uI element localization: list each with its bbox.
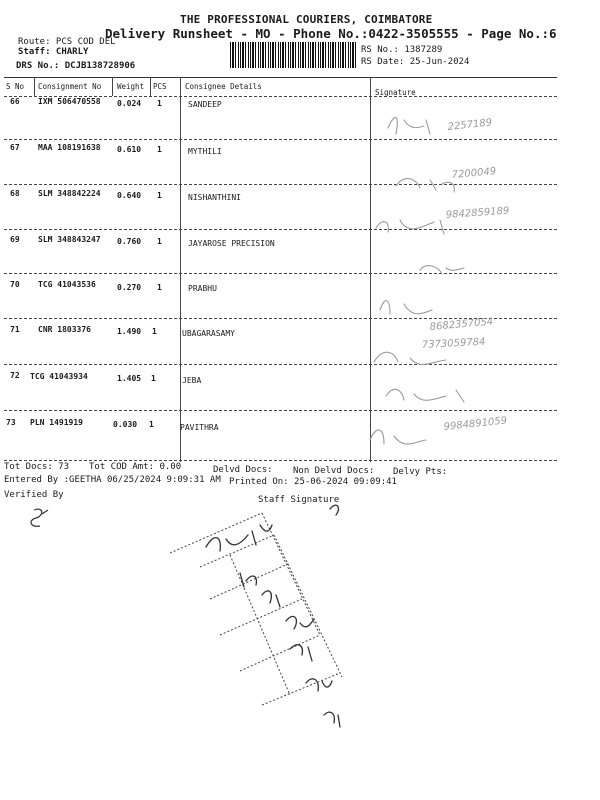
row-weight: 0.024: [117, 99, 142, 108]
staff-signature-lines: [230, 513, 342, 695]
signature-mark: [396, 179, 454, 192]
staff-label: Staff: CHARLY: [18, 47, 89, 57]
row-consignee: JAYAROSE PRECISION: [188, 239, 275, 248]
staff-signature-label: Staff Signature: [258, 495, 340, 505]
row-weight: 1.405: [117, 374, 142, 383]
row-consignment: SLM 348843247: [38, 235, 101, 244]
column-header-signature: Signature: [375, 88, 416, 97]
row-sno: 71: [10, 325, 20, 334]
row-consignment: PLN 1491919: [30, 418, 83, 427]
signature-phone: 8682357054: [429, 316, 494, 333]
signature-mark: [376, 220, 444, 234]
signature-mark: [324, 712, 340, 727]
verified-by-label: Verified By: [4, 490, 64, 500]
row-weight: 0.640: [117, 191, 142, 200]
signature-mark: [262, 591, 280, 607]
row-consignment: TCG 41043536: [38, 280, 96, 289]
row-pcs: 1: [157, 283, 162, 292]
signature-phone: 9984891059: [443, 415, 508, 433]
row-consignee: PRABHU: [188, 284, 217, 293]
column-header-weight: Weight: [117, 82, 145, 91]
table-top-border: [4, 77, 557, 78]
verified-by-signature: [20, 502, 60, 532]
table-bottom-border: [4, 460, 557, 461]
signature-phone: 9842859189: [445, 205, 510, 221]
col-divider: [150, 77, 151, 96]
row-consignee: MYTHILI: [188, 147, 222, 156]
signature-mark: [206, 525, 272, 551]
row-consignee: JEBA: [182, 376, 202, 385]
signature-mark: [306, 679, 332, 691]
row-sno: 73: [6, 418, 16, 427]
signature-mark: [330, 505, 338, 515]
signature-mark: [380, 301, 432, 314]
route-label: Route: PCS COD DEL: [18, 37, 116, 47]
total-docs: Tot Docs: 73: [4, 462, 70, 472]
rs-number: RS No.: 1387289: [361, 45, 443, 55]
row-consignee: SANDEEP: [188, 100, 222, 109]
staff-signature-area: [170, 495, 370, 745]
signature-mark: [420, 266, 464, 274]
row-sno: 67: [10, 143, 20, 152]
col-divider: [180, 77, 181, 462]
row-pcs: 1: [152, 327, 157, 336]
rs-date: RS Date: 25-Jun-2024: [361, 57, 470, 67]
signature-mark: [374, 352, 446, 364]
row-weight: 0.760: [117, 237, 142, 246]
delivered-docs: Delvd Docs:: [213, 465, 273, 475]
printed-on: Printed On: 25-06-2024 09:09:41: [229, 477, 397, 487]
row-pcs: 1: [157, 99, 162, 108]
runsheet-title: Delivery Runsheet - MO - Phone No.:0422-3505555 - Page No.:6: [105, 26, 557, 41]
row-weight: 1.490: [117, 327, 142, 336]
row-pcs: 1: [151, 374, 156, 383]
row-sno: 70: [10, 280, 20, 289]
signature-mark: [290, 645, 312, 661]
delivery-points: Delvy Pts:: [393, 467, 448, 477]
row-pcs: 1: [157, 191, 162, 200]
signature-scribbles: [360, 100, 560, 460]
col-divider: [34, 77, 35, 96]
entered-by: Entered By :GEETHA 06/25/2024 9:09:31 AM: [4, 475, 221, 485]
signature-mark: [388, 117, 430, 134]
row-consignee: PAVITHRA: [180, 423, 219, 432]
row-pcs: 1: [149, 420, 154, 429]
row-consignee: NISHANTHINI: [188, 193, 241, 202]
row-weight: 0.030: [113, 420, 138, 429]
drs-number: DRS No.: DCJB138728906: [16, 61, 136, 71]
signature-mark: [31, 509, 48, 526]
col-divider: [112, 77, 113, 96]
signature-phone: 7373059784: [421, 336, 486, 351]
company-name: THE PROFESSIONAL COURIERS, COIMBATORE: [180, 13, 433, 26]
row-consignment: IXM 506470558: [38, 97, 101, 106]
signature-mark: [386, 389, 464, 402]
row-consignment: CNR 1803376: [38, 325, 91, 334]
column-header-sno: S No: [6, 82, 25, 91]
row-consignee: UBAGARASAMY: [182, 329, 235, 338]
row-weight: 0.610: [117, 145, 142, 154]
row-consignment: TCG 41043934: [30, 372, 88, 381]
row-pcs: 1: [157, 145, 162, 154]
row-weight: 0.270: [117, 283, 142, 292]
column-header-pcs: PCS: [153, 82, 167, 91]
total-cod-amount: Tot COD Amt: 0.00: [89, 462, 182, 472]
signature-phone: 2257189: [447, 117, 493, 133]
signature-mark: [286, 616, 314, 629]
column-header-consignee: Consignee Details: [185, 82, 262, 91]
row-consignment: MAA 108191638: [38, 143, 101, 152]
row-consignment: SLM 348842224: [38, 189, 101, 198]
row-pcs: 1: [157, 237, 162, 246]
column-header-consignment: Consignment No: [38, 82, 102, 91]
row-sno: 72: [10, 371, 20, 380]
signature-mark: [370, 430, 426, 444]
row-sno: 69: [10, 235, 20, 244]
non-delivered-docs: Non Delvd Docs:: [293, 466, 375, 476]
barcode: [230, 42, 356, 68]
row-sno: 66: [10, 97, 20, 106]
signature-phone: 7200049: [451, 166, 497, 181]
row-sno: 68: [10, 189, 20, 198]
